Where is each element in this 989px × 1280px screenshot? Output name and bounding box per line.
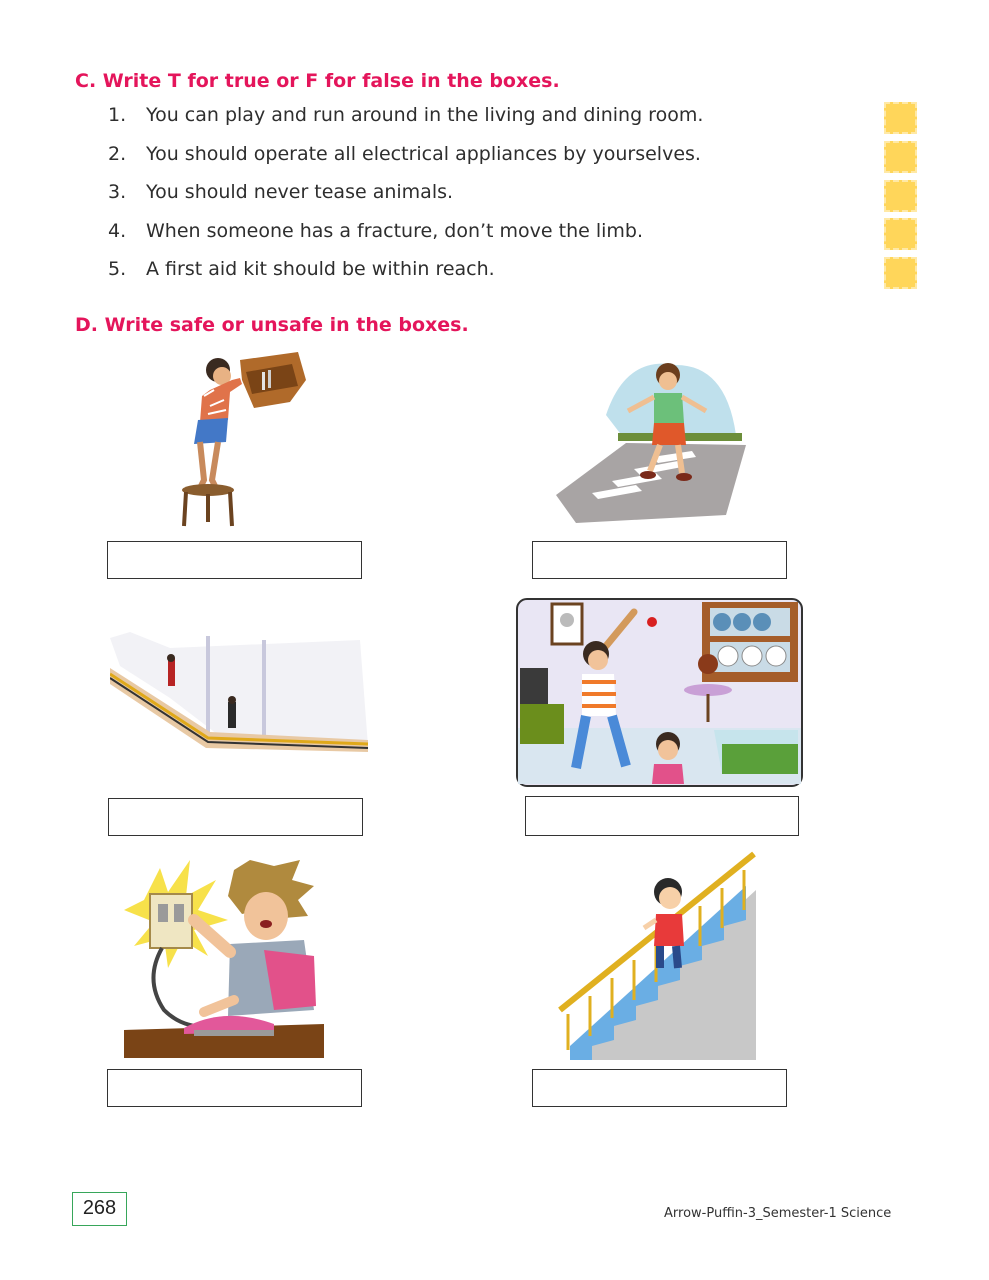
boy-on-stool-reaching-shelf-picture bbox=[170, 350, 310, 530]
safe-unsafe-answer-box[interactable] bbox=[108, 798, 363, 836]
question-number: 4. bbox=[108, 220, 127, 242]
question-number: 2. bbox=[108, 143, 127, 165]
true-false-answer-box[interactable] bbox=[884, 141, 917, 173]
question-item bbox=[108, 220, 643, 242]
section-d-heading: D. Write safe or unsafe in the boxes. bbox=[75, 314, 469, 336]
question-text: A first aid kit should be within reach. bbox=[146, 258, 495, 280]
true-false-answer-box[interactable] bbox=[884, 257, 917, 289]
walking-on-footpath-picture bbox=[110, 628, 370, 763]
true-false-answer-box[interactable] bbox=[884, 218, 917, 250]
safe-unsafe-answer-box[interactable] bbox=[107, 541, 362, 579]
safe-unsafe-answer-box[interactable] bbox=[532, 541, 787, 579]
touching-electric-switch-with-wet-hands-picture bbox=[124, 860, 324, 1058]
safe-unsafe-answer-box[interactable] bbox=[107, 1069, 362, 1107]
question-text: You can play and run around in the living and dining room. bbox=[146, 104, 704, 126]
question-text: You should operate all electrical appliances by yourselves. bbox=[146, 143, 701, 165]
walking-down-stairs-holding-railing-picture bbox=[556, 850, 756, 1060]
boy-on-zebra-crossing-picture bbox=[556, 345, 746, 525]
book-title-footer: Arrow-Puffin-3_Semester-1 Science bbox=[664, 1206, 892, 1221]
question-number: 3. bbox=[108, 181, 127, 203]
question-item bbox=[108, 258, 495, 280]
question-item bbox=[108, 181, 453, 203]
playing-cricket-indoors-picture bbox=[516, 598, 803, 787]
page-number: 268 bbox=[72, 1192, 127, 1226]
question-text: When someone has a fracture, don’t move the limb. bbox=[146, 220, 644, 242]
question-item bbox=[108, 104, 703, 126]
question-number: 5. bbox=[108, 258, 127, 280]
section-c-heading: C. Write T for true or F for false in the boxes. bbox=[75, 70, 560, 92]
safe-unsafe-answer-box[interactable] bbox=[532, 1069, 787, 1107]
safe-unsafe-answer-box[interactable] bbox=[525, 796, 799, 836]
question-item bbox=[108, 143, 701, 165]
question-text: You should never tease animals. bbox=[146, 181, 454, 203]
true-false-answer-box[interactable] bbox=[884, 102, 917, 134]
true-false-answer-box[interactable] bbox=[884, 180, 917, 212]
question-number: 1. bbox=[108, 104, 127, 126]
